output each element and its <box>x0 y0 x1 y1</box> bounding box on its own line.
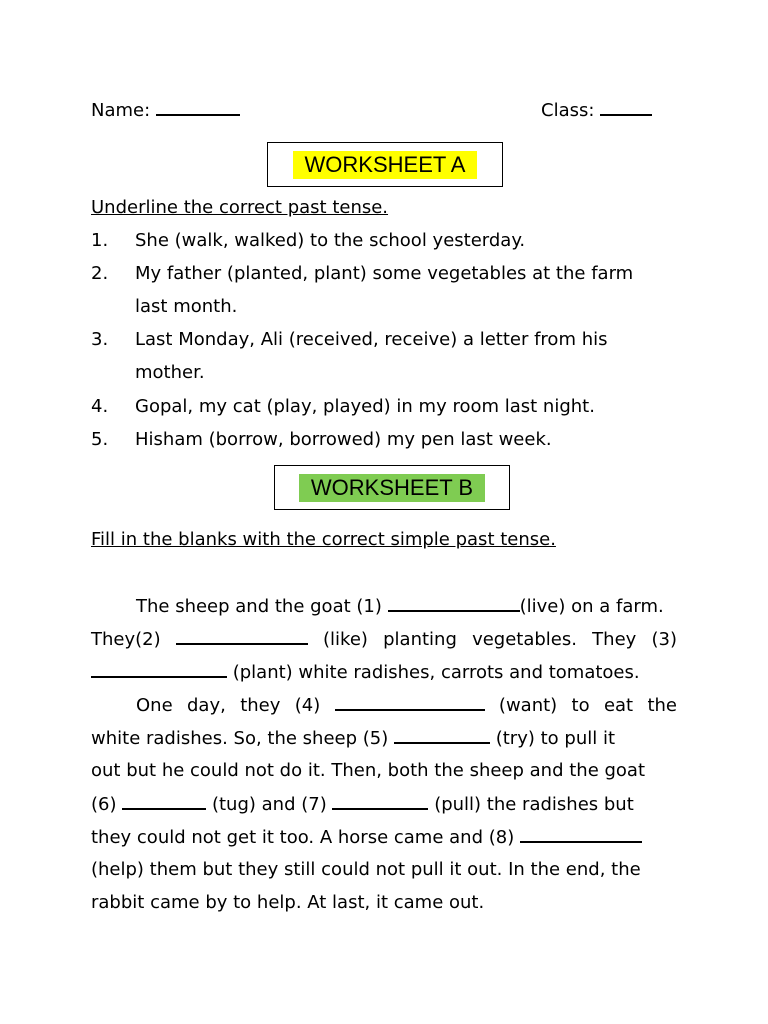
worksheet-a-instruction: Underline the correct past tense. <box>91 197 389 218</box>
passage-line-3: (plant) white radishes, carrots and tomatoes. <box>91 660 640 685</box>
q3-text-cont: mother. <box>135 362 205 383</box>
passage-line-10: rabbit came by to help. At last, it came out. <box>91 892 485 913</box>
worksheet-a-title-box <box>267 142 503 187</box>
passage-line-2: They(2) (like) planting vegetables. They (3) <box>91 629 677 650</box>
q1-text: She (walk, walked) to the school yesterday. <box>135 230 526 251</box>
name-blank[interactable] <box>156 98 240 116</box>
passage-line-1: The sheep and the goat (1) (live) on a farm. <box>136 596 664 617</box>
q5-number: 5. <box>91 429 109 450</box>
blank-3[interactable] <box>91 660 227 678</box>
passage-line-6: out but he could not do it. Then, both the sheep and the goat <box>91 760 646 781</box>
class-blank[interactable] <box>600 98 652 116</box>
blank-2[interactable] <box>176 627 308 645</box>
q2-number: 2. <box>91 263 109 284</box>
worksheet-a-title: WORKSHEET A <box>293 151 478 179</box>
passage-line-9: (help) them but they still could not pull it out. In the end, the <box>91 859 641 880</box>
worksheet-b-instruction: Fill in the blanks with the correct simple past tense. <box>91 529 556 550</box>
name-label: Name: <box>91 98 240 121</box>
passage-line-4: One day, they (4) (want) to eat the <box>136 695 678 716</box>
q1-number: 1. <box>91 230 109 251</box>
passage-line-8: they could not get it too. A horse came and (8) <box>91 825 642 850</box>
q5-text: Hisham (borrow, borrowed) my pen last week. <box>135 429 552 450</box>
passage-line-5: white radishes. So, the sheep (5) (try) to pull it <box>91 728 616 749</box>
blank-7[interactable] <box>332 792 428 810</box>
q2-text-cont: last month. <box>135 296 238 317</box>
blank-1[interactable] <box>388 594 520 612</box>
q2-text: My father (planted, plant) some vegetables at the farm <box>135 263 634 284</box>
blank-6[interactable] <box>122 792 206 810</box>
class-label: Class: <box>541 98 652 121</box>
q4-text: Gopal, my cat (play, played) in my room last night. <box>135 396 595 417</box>
blank-5[interactable] <box>394 726 490 744</box>
passage-line-7: (6) (tug) and (7) (pull) the radishes but <box>91 794 634 815</box>
blank-8[interactable] <box>520 825 642 843</box>
worksheet-b-title-box <box>274 465 510 510</box>
blank-4[interactable] <box>335 693 485 711</box>
q4-number: 4. <box>91 396 109 417</box>
q3-number: 3. <box>91 329 109 350</box>
q3-text: Last Monday, Ali (received, receive) a letter from his <box>135 329 608 350</box>
worksheet-b-title: WORKSHEET B <box>299 474 485 502</box>
